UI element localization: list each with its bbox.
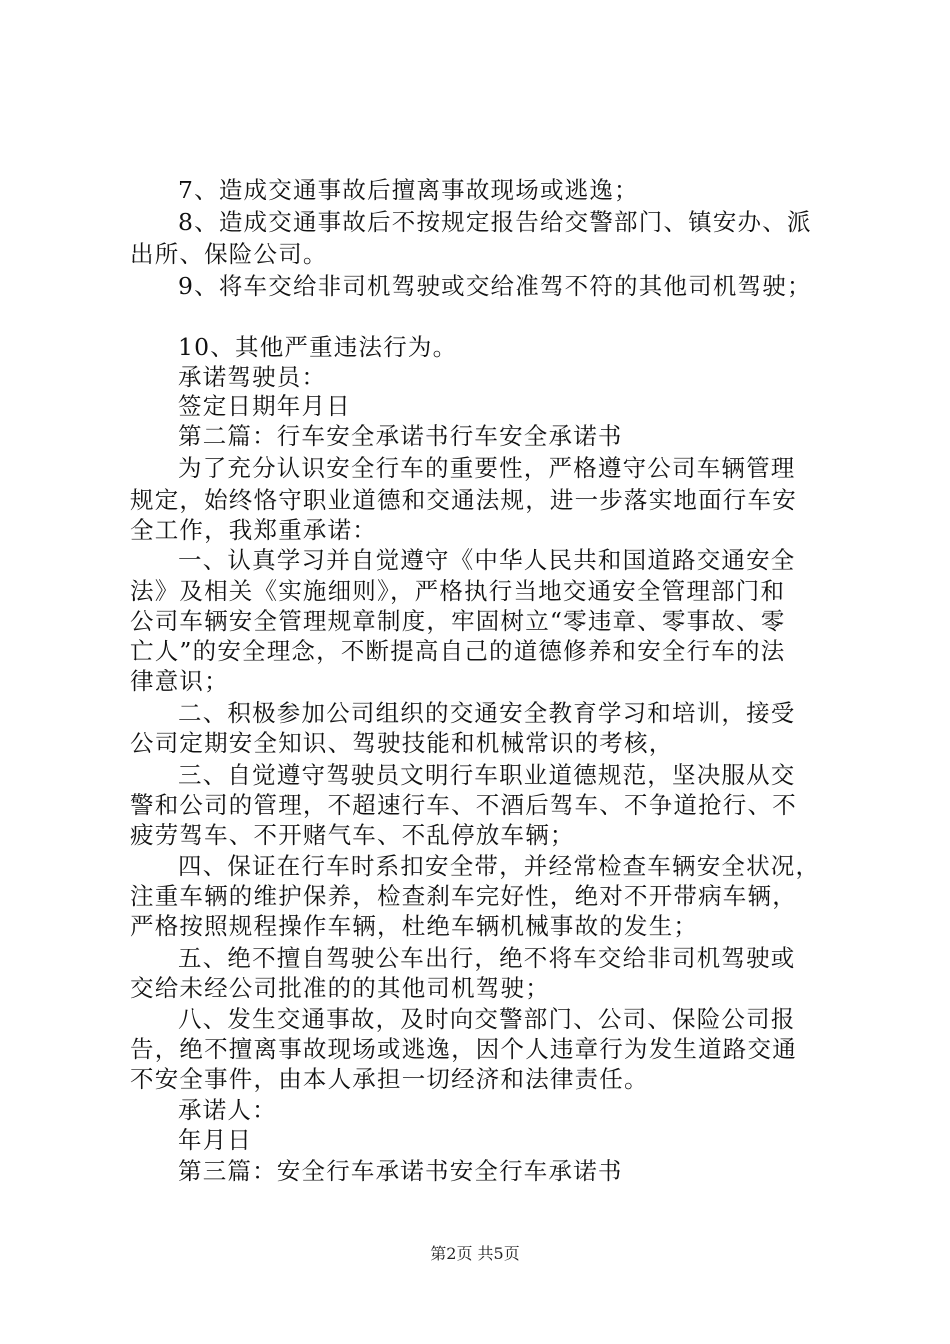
text-line: 规定，始终恪守职业道德和交通法规，进一步落实地面行车安 xyxy=(130,486,797,514)
text-line: 三、自觉遵守驾驶员文明行车职业道德规范，坚决服从交 xyxy=(178,761,796,789)
text-line: 告，绝不擅离事故现场或逃逸，因个人违章行为发生道路交通 xyxy=(130,1035,797,1063)
text-line: 8、造成交通事故后不按规定报告给交警部门、镇安办、派 xyxy=(178,208,812,236)
text-line: 四、保证在行车时系扣安全带，并经常检查车辆安全状况， xyxy=(178,852,821,880)
text-line: 注重车辆的维护保养，检查刹车完好性，绝对不开带病车辆， xyxy=(130,882,797,910)
text-line: 全工作，我郑重承诺： xyxy=(130,516,377,544)
text-line: 一、认真学习并自觉遵守《中华人民共和国道路交通安全 xyxy=(178,546,796,574)
text-line: 疲劳驾车、不开赌气车、不乱停放车辆； xyxy=(130,821,575,849)
text-line: 二、积极参加公司组织的交通安全教育学习和培训，接受 xyxy=(178,699,796,727)
text-line: 严格按照规程操作车辆，杜绝车辆机械事故的发生； xyxy=(130,912,699,940)
text-line: 警和公司的管理，不超速行车、不酒后驾车、不争道抢行、不 xyxy=(130,791,797,819)
text-line: 法》及相关《实施细则》，严格执行当地交通安全管理部门和 xyxy=(130,577,786,605)
text-line: 签定日期年月日 xyxy=(178,392,351,420)
text-line: 五、绝不擅自驾驶公车出行，绝不将车交给非司机驾驶或 xyxy=(178,944,796,972)
section-heading: 第三篇：安全行车承诺书安全行车承诺书 xyxy=(178,1157,623,1185)
text-line: 八、发生交通事故，及时向交警部门、公司、保险公司报 xyxy=(178,1005,796,1033)
text-line: 10、其他严重违法行为。 xyxy=(178,333,458,361)
text-line: 年月日 xyxy=(178,1126,253,1154)
text-line: 律意识； xyxy=(130,667,229,695)
page-number: 第2页 共5页 xyxy=(430,1244,520,1263)
text-line: 出所、保险公司。 xyxy=(130,240,328,268)
section-heading: 第二篇：行车安全承诺书行车安全承诺书 xyxy=(178,422,623,450)
text-line: 公司车辆安全管理规章制度，牢固树立“零违章、零事故、零 xyxy=(130,607,786,635)
text-line: 9、将车交给非司机驾驶或交给准驾不符的其他司机驾驶； xyxy=(178,272,812,300)
text-line: 承诺人： xyxy=(178,1096,277,1124)
text-line: 亡人”的安全理念，不断提高自己的道德修养和安全行车的法 xyxy=(130,637,786,665)
text-line: 7、造成交通事故后擅离事故现场或逃逸； xyxy=(178,176,639,204)
text-line: 承诺驾驶员： xyxy=(178,363,327,391)
text-line: 公司定期安全知识、驾驶技能和机械常识的考核， xyxy=(130,729,674,757)
text-line: 不安全事件，由本人承担一切经济和法律责任。 xyxy=(130,1065,649,1093)
text-line: 交给未经公司批准的的其他司机驾驶； xyxy=(130,974,550,1002)
text-line: 为了充分认识安全行车的重要性，严格遵守公司车辆管理 xyxy=(178,454,796,482)
